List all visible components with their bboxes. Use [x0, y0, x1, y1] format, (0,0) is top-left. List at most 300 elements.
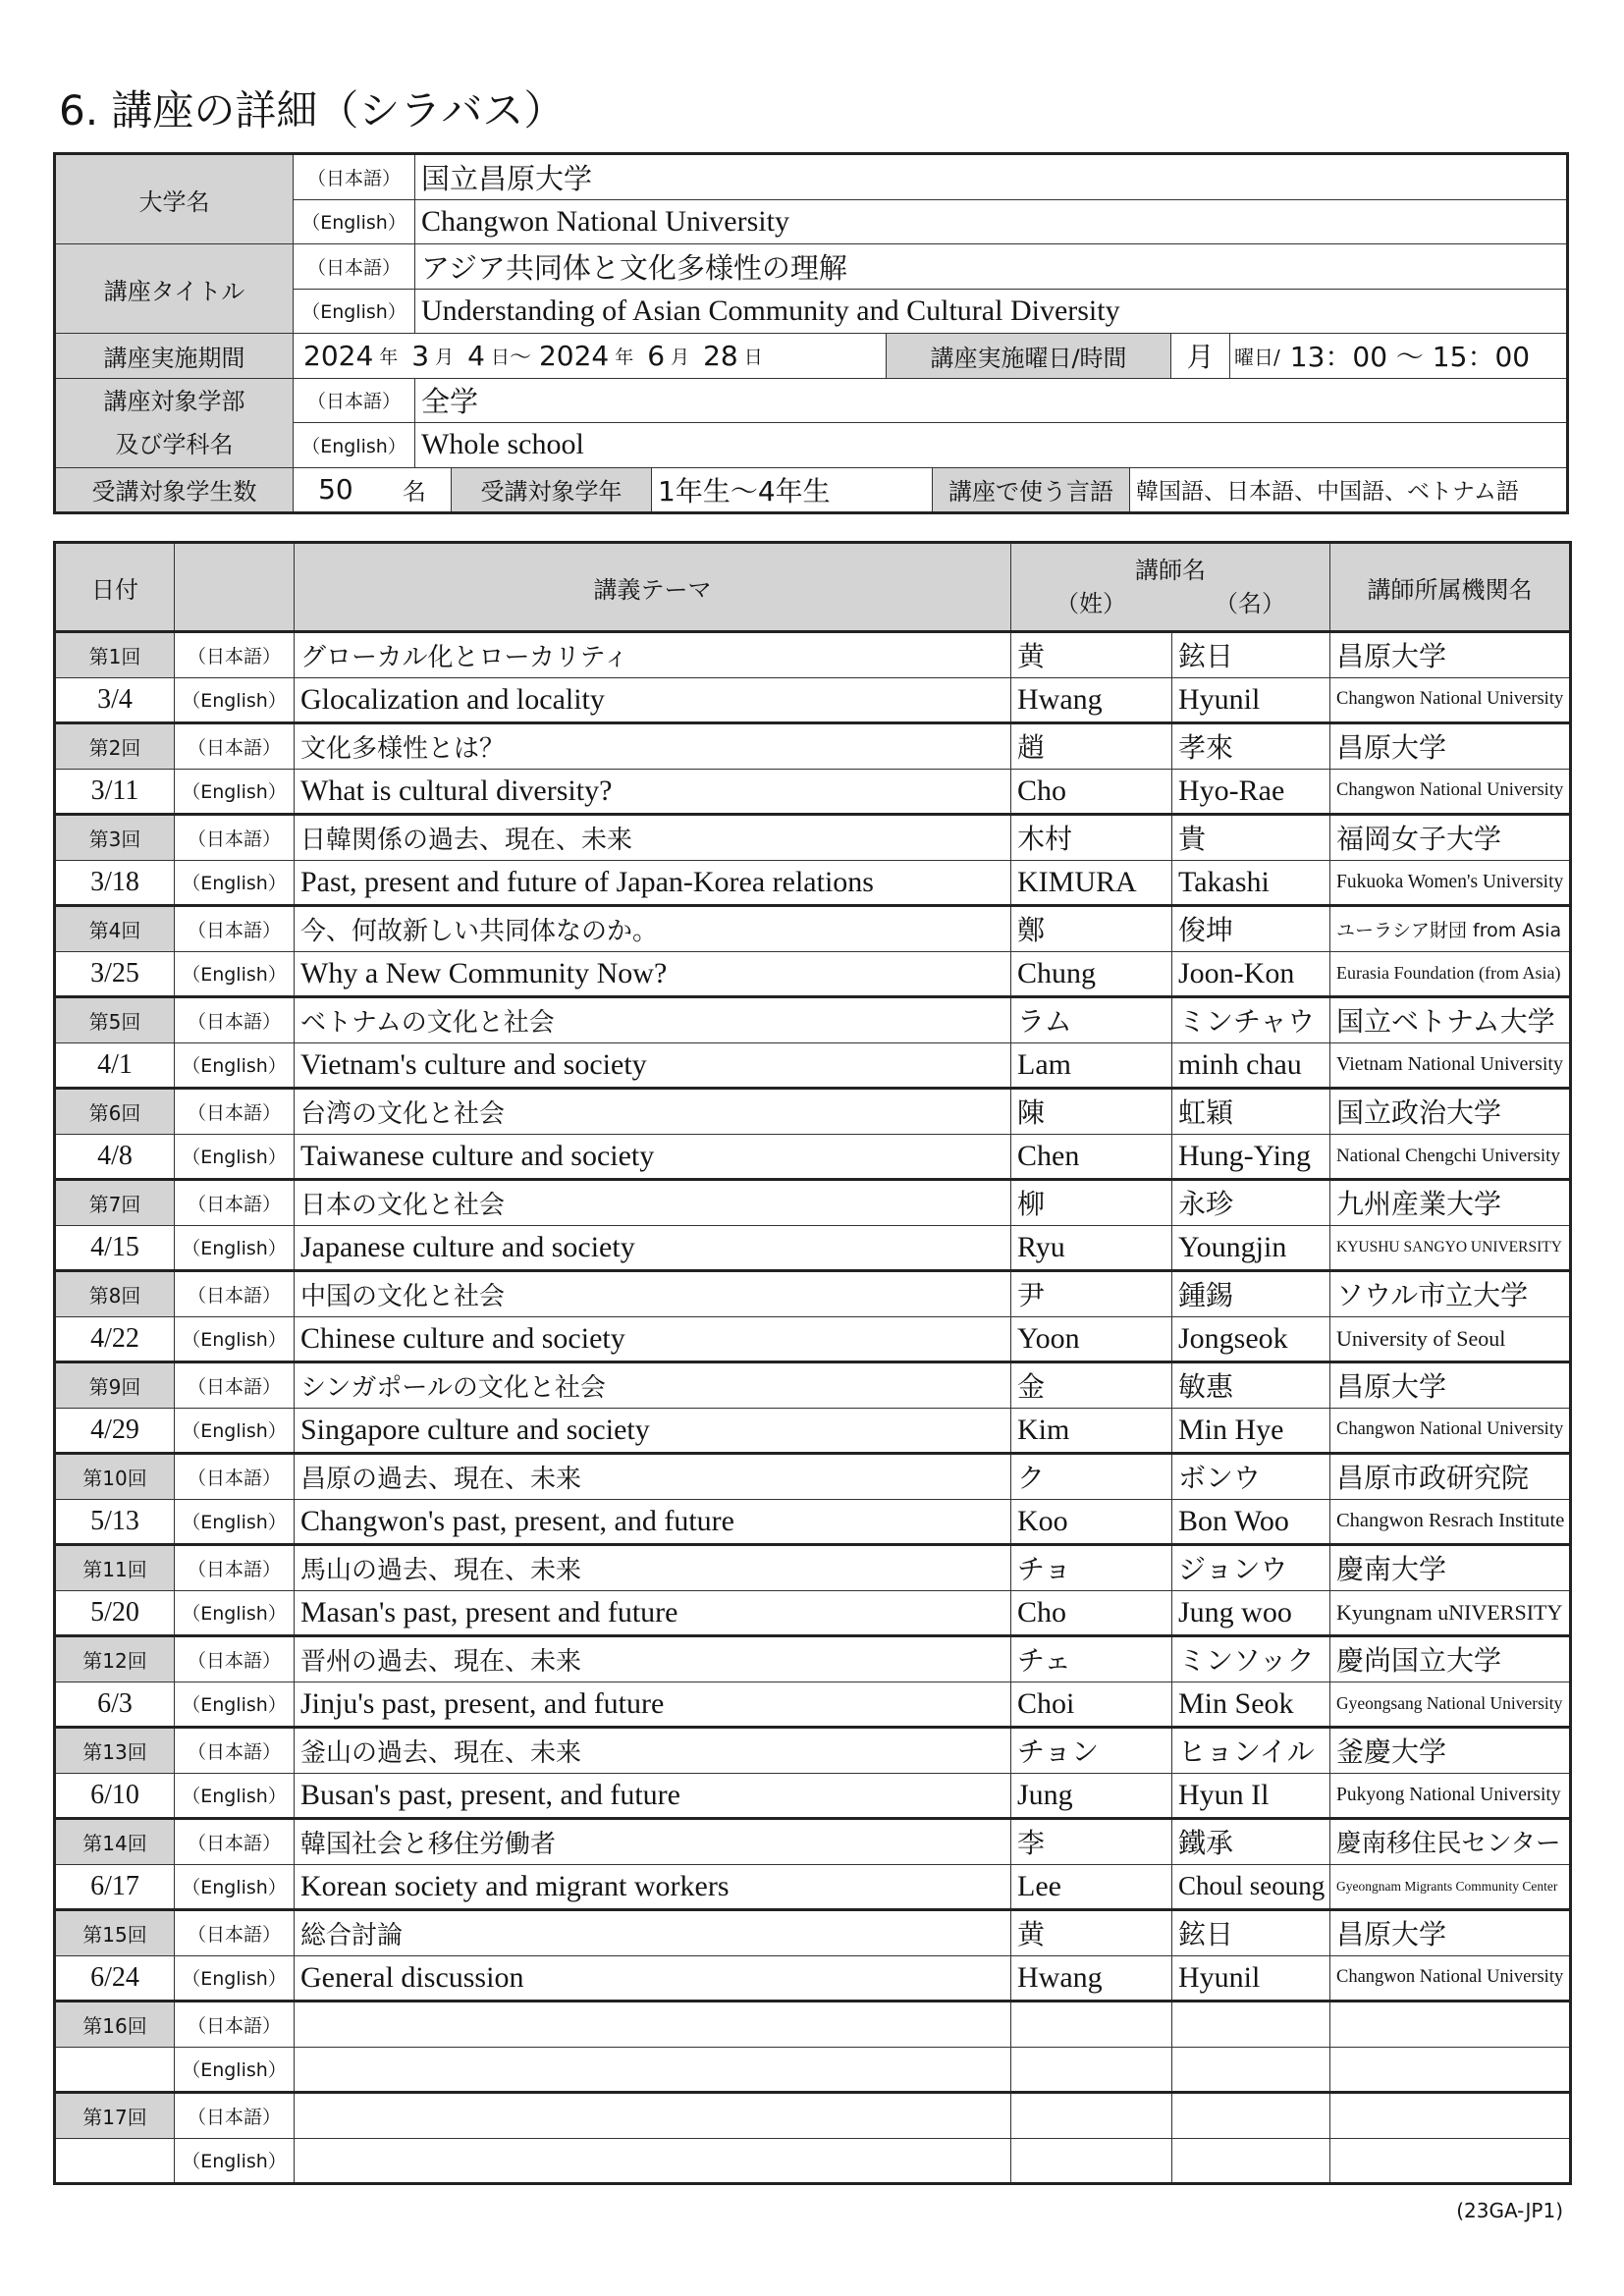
lecturer-affiliation-text: 慶尚国立大学 [1336, 1644, 1502, 1678]
lecturer-given-name [1172, 997, 1330, 1043]
lecturer-family-name [1011, 1773, 1172, 1819]
lecturer-given-name-text: Choul seoung [1178, 1871, 1326, 1901]
language-label: （日本語） [294, 379, 415, 423]
schedule-row [55, 1362, 1571, 1409]
session-number [55, 1910, 175, 1956]
lecture-theme-text: Masan's past, present and future [300, 1595, 678, 1629]
time-value [1230, 334, 1566, 378]
session-date-text: 3/18 [90, 866, 139, 897]
session-date-text: 3/11 [90, 774, 139, 806]
lecture-theme [295, 1864, 1011, 1910]
lecturer-affiliation [1330, 723, 1571, 770]
lecturer-family-name-text: 陳 [1017, 1096, 1046, 1130]
lecturer-given-name-text: minh chau [1178, 1047, 1302, 1081]
header-given-name: （名） [1215, 590, 1285, 617]
lecturer-given-name-text: Jongseok [1178, 1321, 1288, 1355]
language-label-text: （English） [182, 1147, 287, 1169]
lecture-schedule-table [53, 541, 1572, 2185]
language-label [175, 2002, 295, 2048]
lecturer-family-name-text: Kim [1017, 1413, 1070, 1446]
lecturer-affiliation-text: Gyeongsang National University [1336, 1693, 1563, 1714]
month-unit: 月 [671, 346, 690, 368]
lecturer-family-name-text: Hwang [1017, 682, 1103, 716]
session-date-text: 4/15 [90, 1231, 139, 1262]
session-date [55, 1225, 175, 1271]
lecturer-given-name [1172, 1910, 1330, 1956]
session-number [55, 997, 175, 1043]
lecturer-given-name [1172, 860, 1330, 906]
lecturer-given-name [1172, 815, 1330, 861]
language-label-text: （日本語） [187, 1832, 281, 1854]
university-group [56, 155, 1566, 244]
lecturer-family-name-text: 趙 [1017, 731, 1046, 765]
lecturer-affiliation-text: Kyungnam uNIVERSITY [1336, 1599, 1563, 1625]
course-title-group [56, 244, 1566, 334]
grade-value: 1年生～4年生 [652, 468, 933, 512]
lecturer-family-name-text: ク [1017, 1462, 1046, 1495]
lecturer-affiliation-text: ソウル市立大学 [1336, 1279, 1529, 1312]
lecturer-family-name [1011, 1636, 1172, 1682]
session-number-text: 第14回 [82, 1831, 147, 1855]
lecture-theme [295, 1042, 1011, 1089]
lecture-theme [295, 2047, 1011, 2093]
lecturer-family-name [1011, 1454, 1172, 1500]
lecturer-family-name-text: Lee [1017, 1869, 1061, 1902]
session-number [55, 1271, 175, 1317]
lecturer-given-name [1172, 1362, 1330, 1409]
lecturer-given-name [1172, 1271, 1330, 1317]
lecturer-given-name [1172, 1590, 1330, 1636]
session-number-text: 第11回 [82, 1557, 147, 1581]
schedule-row [55, 1590, 1571, 1636]
language-label [175, 815, 295, 861]
lecturer-family-name-text: Cho [1017, 1595, 1067, 1629]
header-lecturer [1011, 543, 1330, 632]
lecturer-given-name [1172, 2093, 1330, 2139]
lecture-theme-text: 中国の文化と社会 [300, 1281, 506, 1311]
lecturer-affiliation-text: 昌原大学 [1336, 640, 1447, 673]
session-number-text: 第6回 [88, 1100, 141, 1125]
lecture-theme-text: 日韓関係の過去、現在、未来 [300, 825, 633, 855]
schedule-slot-label: 講座実施曜日/時間 [887, 334, 1171, 378]
language-label [175, 1180, 295, 1226]
lecturer-given-name-text: Hyo-Rae [1178, 774, 1285, 807]
language-label-text: （English） [182, 781, 287, 804]
session-date [55, 677, 175, 723]
language-label: （日本語） [294, 244, 415, 289]
language-label-text: （English） [182, 1238, 287, 1260]
language-label-text: （日本語） [187, 1284, 281, 1307]
lecturer-affiliation [1330, 1545, 1571, 1591]
lecturer-given-name [1172, 2047, 1330, 2093]
lecturer-given-name [1172, 677, 1330, 723]
lecturer-affiliation [1330, 1590, 1571, 1636]
lecturer-given-name [1172, 1042, 1330, 1089]
language-label [175, 1590, 295, 1636]
schedule-row [55, 2002, 1571, 2048]
schedule-row [55, 951, 1571, 997]
lecturer-given-name-text: ボンウ [1178, 1462, 1262, 1495]
lecturer-given-name [1172, 1636, 1330, 1682]
language-label-text: （English） [182, 1786, 287, 1808]
target-faculty-label-line1: 講座対象学部 [103, 387, 245, 415]
lecturer-given-name [1172, 1728, 1330, 1774]
lecturer-family-name [1011, 1042, 1172, 1089]
schedule-row [55, 1773, 1571, 1819]
lecture-theme [295, 1271, 1011, 1317]
target-faculty-label [56, 379, 294, 467]
lecturer-family-name-text: Chung [1017, 956, 1097, 989]
session-number [55, 815, 175, 861]
lecturer-affiliation [1330, 1955, 1571, 2002]
language-label-text: （English） [182, 2059, 287, 2082]
language-label-text: （日本語） [187, 1010, 281, 1033]
session-date [55, 1316, 175, 1362]
lecturer-family-name [1011, 1225, 1172, 1271]
schedule-row [55, 677, 1571, 723]
weekday-unit: 曜日/ [1234, 345, 1280, 369]
lecturer-family-name-text: 李 [1017, 1827, 1046, 1860]
year-unit: 年 [615, 346, 634, 368]
lecture-theme [295, 815, 1011, 861]
language-label-text: （日本語） [187, 1101, 281, 1124]
lecturer-family-name [1011, 1864, 1172, 1910]
session-number [55, 1728, 175, 1774]
lecturer-family-name [1011, 677, 1172, 723]
lecturer-given-name [1172, 2002, 1330, 2048]
session-date [55, 1590, 175, 1636]
session-number [55, 2002, 175, 2048]
end-day: 28 [703, 339, 738, 372]
lecturer-given-name-text: Hung-Ying [1178, 1139, 1311, 1172]
lecturer-given-name-text: Min Hye [1178, 1413, 1284, 1446]
lecture-theme-text: Japanese culture and society [300, 1230, 635, 1263]
lecturer-given-name-text: Min Seok [1178, 1686, 1294, 1720]
lecture-theme-text: 昌原の過去、現在、未来 [300, 1464, 582, 1494]
session-date [55, 1499, 175, 1545]
month-unit: 月 [435, 346, 455, 368]
lecturer-given-name-text: 鐵承 [1178, 1827, 1234, 1860]
lecturer-family-name-text: 黄 [1017, 640, 1046, 673]
language-label [175, 2138, 295, 2184]
page-title: 6. 講座の詳細（シラバス） [59, 86, 566, 134]
session-number [55, 1089, 175, 1135]
lecturer-given-name [1172, 906, 1330, 952]
session-number-text: 第7回 [88, 1192, 141, 1216]
period-separator: ～ [509, 345, 531, 370]
lecturer-family-name [1011, 769, 1172, 815]
lecturer-given-name-text: 鉉日 [1178, 1918, 1234, 1951]
session-date-text: 3/25 [90, 957, 139, 988]
lecturer-given-name-text: 虹穎 [1178, 1096, 1234, 1130]
lecturer-affiliation [1330, 1773, 1571, 1819]
lecturer-family-name [1011, 723, 1172, 770]
language-label [175, 1864, 295, 1910]
language-label [175, 1910, 295, 1956]
lecturer-affiliation [1330, 1042, 1571, 1089]
session-number-text: 第2回 [88, 735, 141, 760]
language-label: （English） [294, 290, 415, 334]
lecture-theme-text: 台湾の文化と社会 [300, 1098, 506, 1129]
schedule-row [55, 1682, 1571, 1728]
lecturer-family-name [1011, 1682, 1172, 1728]
lecture-theme [295, 860, 1011, 906]
lecturer-affiliation-text: Vietnam National University [1336, 1053, 1563, 1076]
start-day: 4 [467, 339, 485, 372]
session-date [55, 1042, 175, 1089]
schedule-row [55, 1408, 1571, 1454]
lecture-theme-text: Singapore culture and society [300, 1413, 650, 1446]
lecturer-affiliation-text: ユーラシア財団 from Asia [1336, 919, 1562, 941]
student-count-value [294, 468, 452, 512]
lecturer-family-name-text: 尹 [1017, 1279, 1046, 1312]
lecture-theme-text: Why a New Community Now? [300, 956, 668, 989]
end-month: 6 [647, 339, 666, 372]
language-label [175, 1955, 295, 2002]
language-label-text: （日本語） [187, 1193, 281, 1215]
header-lecturer-title: 講師名 [1135, 557, 1206, 584]
lecturer-affiliation [1330, 906, 1571, 952]
lecturer-family-name [1011, 906, 1172, 952]
lecturer-family-name [1011, 1134, 1172, 1180]
lecturer-affiliation [1330, 951, 1571, 997]
lecturer-family-name [1011, 2093, 1172, 2139]
lecturer-family-name-text: チェ [1017, 1644, 1072, 1678]
session-date [55, 1955, 175, 2002]
language-label [175, 906, 295, 952]
session-date [55, 1864, 175, 1910]
lecturer-affiliation-text: 昌原大学 [1336, 1918, 1447, 1951]
lecturer-affiliation [1330, 1134, 1571, 1180]
language-label-text: （日本語） [187, 1375, 281, 1398]
session-number [55, 1545, 175, 1591]
lecturer-affiliation-text: 慶南移住民センター [1336, 1829, 1561, 1859]
target-faculty-group [56, 379, 1566, 468]
session-number [55, 632, 175, 678]
lecture-theme [295, 1819, 1011, 1865]
lecturer-given-name-text: 永珍 [1178, 1188, 1234, 1221]
language-label [175, 2047, 295, 2093]
lecturer-family-name-text: チョン [1017, 1735, 1100, 1769]
language-label: （English） [294, 200, 415, 244]
lecturer-family-name-text: 木村 [1017, 823, 1073, 856]
lecturer-family-name-text: 鄭 [1017, 914, 1046, 947]
lecture-theme-text: Busan's past, present, and future [300, 1778, 680, 1811]
lecturer-family-name [1011, 951, 1172, 997]
session-number-text: 第16回 [82, 2013, 147, 2038]
lecturer-family-name [1011, 1955, 1172, 2002]
lecture-theme [295, 1362, 1011, 1409]
lecturer-affiliation-text: Changwon National University [1336, 780, 1564, 801]
language-label-text: （日本語） [187, 1467, 281, 1489]
lecturer-affiliation-text: 昌原大学 [1336, 731, 1447, 765]
language-label [175, 997, 295, 1043]
lecturer-family-name [1011, 1089, 1172, 1135]
lecture-theme [295, 723, 1011, 770]
lecture-theme-text: General discussion [300, 1960, 524, 1994]
lecturer-family-name-text: Jung [1017, 1778, 1073, 1811]
language-label-text: （English） [182, 1603, 287, 1626]
language-label [175, 1636, 295, 1682]
header-theme: 講義テーマ [295, 543, 1011, 632]
lecturer-affiliation-text: 慶南大学 [1336, 1553, 1447, 1586]
language-label [175, 1499, 295, 1545]
session-number-text: 第8回 [88, 1283, 141, 1308]
session-number-text: 第15回 [82, 1922, 147, 1947]
language-label [175, 1089, 295, 1135]
lecture-theme-text: 日本の文化と社会 [300, 1190, 506, 1220]
lecturer-affiliation [1330, 1819, 1571, 1865]
language-label-text: （English） [182, 1055, 287, 1078]
lecturer-affiliation-text: 昌原大学 [1336, 1370, 1447, 1404]
language-label-text: （日本語） [187, 2014, 281, 2037]
language-label [175, 1454, 295, 1500]
lecturer-affiliation [1330, 997, 1571, 1043]
lecturer-family-name [1011, 2138, 1172, 2184]
language-label [175, 1728, 295, 1774]
language-label [175, 632, 295, 678]
lecturer-affiliation [1330, 1225, 1571, 1271]
lecturer-family-name [1011, 997, 1172, 1043]
schedule-row [55, 723, 1571, 770]
header-language [175, 543, 295, 632]
lecture-theme [295, 906, 1011, 952]
lecturer-given-name [1172, 2138, 1330, 2184]
schedule-row [55, 997, 1571, 1043]
language-label-text: （日本語） [187, 1923, 281, 1946]
lecture-theme [295, 1955, 1011, 2002]
lecture-theme [295, 1636, 1011, 1682]
session-number-text: 第3回 [88, 827, 141, 851]
schedule-row [55, 1910, 1571, 1956]
schedule-header-row [55, 543, 1571, 632]
schedule-row [55, 1089, 1571, 1135]
language-label [175, 1545, 295, 1591]
lecture-theme-text: 馬山の過去、現在、未来 [300, 1555, 582, 1585]
lecturer-family-name-text: Chen [1017, 1139, 1080, 1172]
session-date-text: 3/4 [97, 683, 133, 715]
lecturer-affiliation-text: 昌原市政研究院 [1336, 1462, 1530, 1495]
day-unit: 日 [490, 346, 510, 368]
session-number-text: 第12回 [82, 1648, 147, 1673]
language-label-text: （日本語） [187, 736, 281, 759]
lecturer-affiliation-text: Gyeongnam Migrants Community Center [1336, 1878, 1558, 1894]
lecturer-affiliation-text: Changwon Resrach Institute [1336, 1510, 1565, 1532]
session-number [55, 1180, 175, 1226]
language-label [175, 1271, 295, 1317]
language-label-text: （English） [182, 1329, 287, 1352]
schedule-row [55, 1955, 1571, 2002]
header-affiliation: 講師所属機関名 [1330, 543, 1571, 632]
lecture-theme-text: 今、何故新しい共同体なのか。 [300, 916, 659, 946]
lecture-theme [295, 1225, 1011, 1271]
lecture-theme-text: Chinese culture and society [300, 1321, 625, 1355]
year-unit: 年 [379, 346, 399, 368]
lecturer-family-name [1011, 1316, 1172, 1362]
session-number [55, 1819, 175, 1865]
schedule-row [55, 2138, 1571, 2184]
schedule-row [55, 769, 1571, 815]
lecture-theme-text: 総合討論 [300, 1920, 404, 1950]
lecture-theme [295, 1682, 1011, 1728]
session-date-text: 4/29 [90, 1414, 139, 1445]
lecturer-given-name-text: Hyun Il [1178, 1778, 1270, 1811]
schedule-row [55, 1819, 1571, 1865]
language-label-text: （日本語） [187, 1558, 281, 1580]
lecture-theme-text: 韓国社会と移住労働者 [300, 1829, 557, 1859]
lecture-theme [295, 1910, 1011, 1956]
language-label-text: （日本語） [187, 1649, 281, 1672]
lecturer-affiliation [1330, 1910, 1571, 1956]
lecturer-family-name [1011, 632, 1172, 678]
language-label: （日本語） [294, 155, 415, 199]
lecturer-given-name [1172, 1955, 1330, 2002]
lecture-theme [295, 1545, 1011, 1591]
lecturer-family-name [1011, 2002, 1172, 2048]
lecture-theme-text: Vietnam's culture and society [300, 1047, 647, 1081]
lecturer-affiliation-text: 国立政治大学 [1336, 1096, 1502, 1130]
course-title-en: Understanding of Asian Community and Cultural Diversity [421, 294, 1120, 327]
schedule-row [55, 1499, 1571, 1545]
language-label-text: （English） [182, 964, 287, 987]
lecturer-given-name [1172, 1180, 1330, 1226]
language-label-text: （English） [182, 1420, 287, 1443]
session-date [55, 951, 175, 997]
language-label [175, 1042, 295, 1089]
period-value [294, 334, 887, 378]
university-label: 大学名 [56, 155, 294, 243]
lecturer-affiliation [1330, 2138, 1571, 2184]
target-faculty-en: Whole school [421, 428, 584, 461]
lecture-theme [295, 1089, 1011, 1135]
lecturer-given-name-text: Joon-Kon [1178, 956, 1295, 989]
lecture-theme-text: Past, present and future of Japan-Korea relations [300, 865, 874, 898]
schedule-row [55, 1545, 1571, 1591]
lecturer-given-name-text: ミンソック [1178, 1644, 1315, 1678]
language-label-text: （日本語） [187, 828, 281, 850]
schedule-row [55, 1042, 1571, 1089]
lecturer-given-name-text: Hyunil [1178, 1960, 1261, 1994]
course-language-value: 韓国語、日本語、中国語、ベトナム語 [1136, 479, 1519, 506]
student-count-unit: 名 [402, 478, 426, 507]
lecture-theme-text: 釜山の過去、現在、未来 [300, 1737, 582, 1768]
lecture-theme-text: Taiwanese culture and society [300, 1139, 655, 1172]
lecturer-affiliation [1330, 1682, 1571, 1728]
lecturer-family-name-text: KIMURA [1017, 865, 1137, 898]
lecturer-family-name [1011, 1180, 1172, 1226]
schedule-row [55, 906, 1571, 952]
lecturer-given-name [1172, 1499, 1330, 1545]
language-label [175, 769, 295, 815]
lecture-theme-text: グローカル化とローカリティ [300, 642, 629, 672]
lecturer-given-name [1172, 1225, 1330, 1271]
lecturer-family-name-text: ラム [1017, 1005, 1072, 1039]
student-count: 50 [318, 473, 353, 507]
schedule-row [55, 1180, 1571, 1226]
lecturer-affiliation [1330, 815, 1571, 861]
session-date-text: 5/13 [90, 1505, 139, 1536]
lecturer-given-name-text: Hyunil [1178, 682, 1261, 716]
lecture-theme-text: ベトナムの文化と社会 [300, 1007, 555, 1038]
lecturer-given-name [1172, 1454, 1330, 1500]
session-number-text: 第9回 [88, 1374, 141, 1399]
language-label-text: （English） [182, 1968, 287, 1991]
lecturer-affiliation [1330, 1316, 1571, 1362]
lecturer-affiliation [1330, 2002, 1571, 2048]
session-date-text: 6/10 [90, 1779, 139, 1810]
session-number-text: 第5回 [88, 1009, 141, 1034]
lecturer-given-name [1172, 1819, 1330, 1865]
